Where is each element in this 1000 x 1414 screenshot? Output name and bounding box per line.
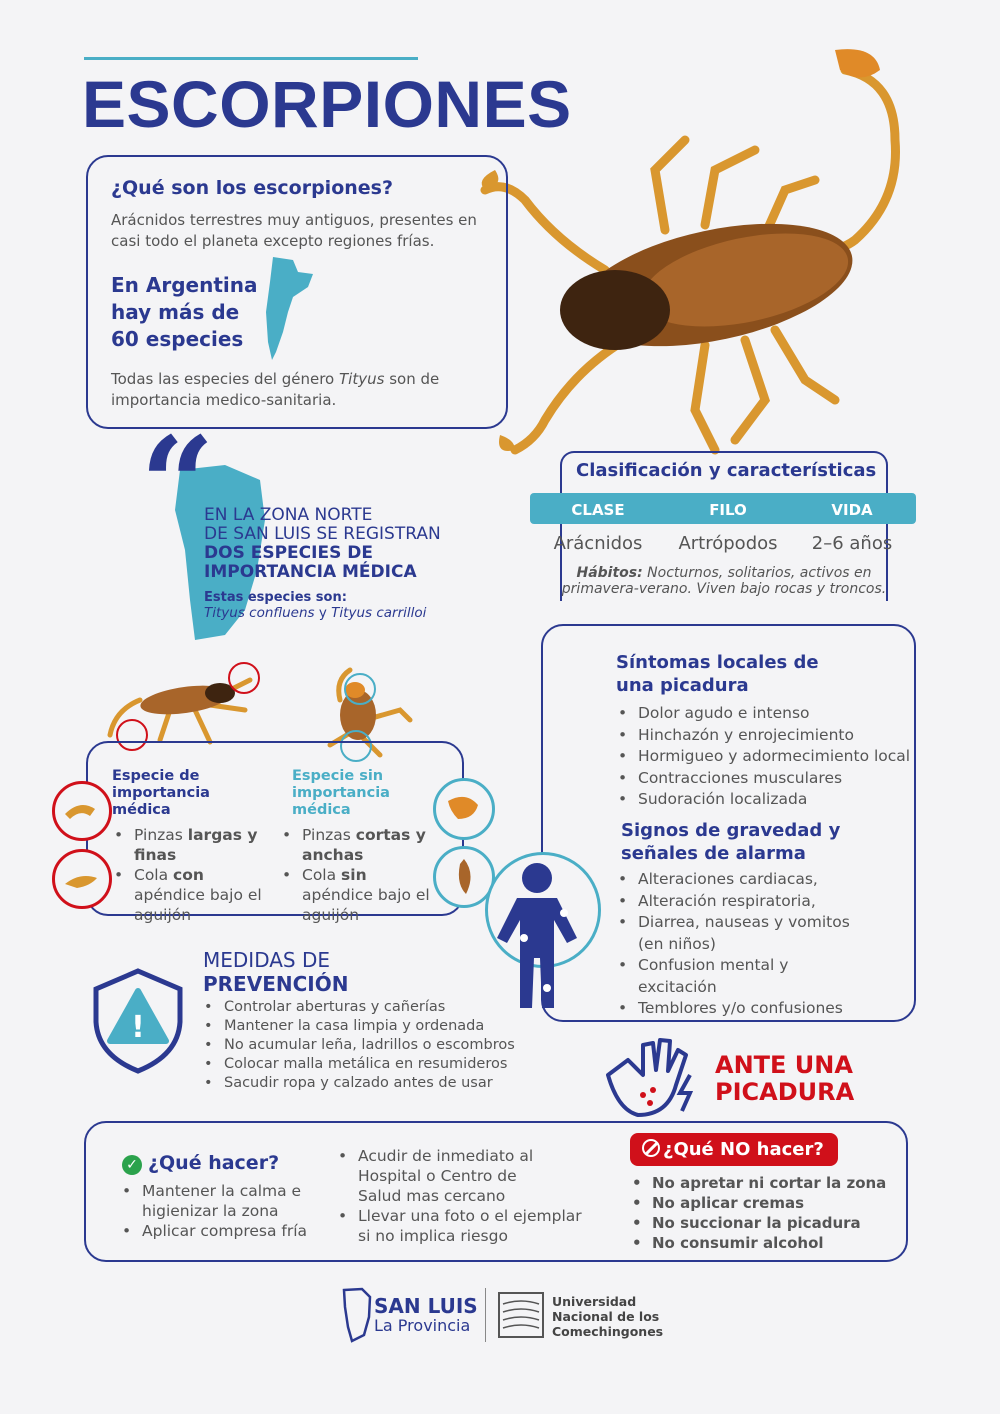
body-figure-icon <box>492 858 582 1013</box>
severity-heading: Signos de gravedad y señales de alarma <box>621 820 841 864</box>
non-medical-species-list <box>276 825 436 925</box>
list-item: • Alteraciones cardiacas, <box>612 869 872 891</box>
tail-icon <box>55 852 109 906</box>
quote-text: EN LA ZONA NORTE DE SAN LUIS SE REGISTRAN DOS ESPECIES DE IMPORTANCIA MÉDICA <box>204 505 441 582</box>
page-title: ESCORPIONES <box>82 67 572 141</box>
list-item: • Pinzas cortas y anchas <box>276 825 436 865</box>
list-item: • Cola con apéndice bajo el aguijón <box>108 865 278 925</box>
scorpion-illustration <box>455 40 975 460</box>
list-item: • Contracciones musculares <box>612 768 912 790</box>
shield-warning-icon <box>90 967 186 1075</box>
list-item: • Confusion mental y excitación <box>612 955 872 998</box>
list-item: • No acumular leña, ladrillos o escombros <box>198 1036 518 1055</box>
list-item: • No succionar la picadura <box>626 1213 896 1233</box>
vida-value: 2–6 años <box>811 533 893 554</box>
claw-ring-non-medical <box>433 778 495 840</box>
medical-ring-1 <box>228 662 260 694</box>
dont-badge: ¿Qué NO hacer? <box>630 1133 838 1166</box>
list-item: • No aplicar cremas <box>626 1193 896 1213</box>
argentina-map-icon <box>258 252 318 362</box>
non-medical-ring-1 <box>344 673 376 705</box>
san-luis-logo-icon <box>340 1287 374 1343</box>
forbidden-icon <box>642 1139 660 1157</box>
habits-text: Hábitos: Nocturnos, solitarios, activos en primavera-verano. Viven bajo rocas y troncos. <box>561 565 887 597</box>
list-item: • Cola sin apéndice bajo el aguijón <box>276 865 436 925</box>
list-item: • Sudoración localizada <box>612 789 912 811</box>
list-item: • Mantener la calma e higienizar la zona <box>116 1181 316 1221</box>
medical-species-list <box>108 825 278 925</box>
tail-ring-medical <box>52 849 112 909</box>
class-value: Arácnidos <box>553 533 643 554</box>
list-item: • Diarrea, nauseas y vomitos (en niños) <box>612 912 858 955</box>
claw-icon <box>436 781 492 837</box>
classification-heading: Clasificación y características <box>576 460 877 481</box>
university-logo-icon <box>498 1292 544 1338</box>
severity-list <box>612 869 872 1020</box>
list-item: • Aplicar compresa fría <box>116 1221 316 1241</box>
list-item: • Controlar aberturas y cañerías <box>198 998 518 1017</box>
what-are-text: Arácnidos terrestres muy antiguos, presentes en casi todo el planeta excepto regiones frías. <box>111 211 477 250</box>
medical-species-heading: Especie de importancia médica <box>112 768 210 818</box>
list-item: • Colocar malla metálica en resumideros <box>198 1055 518 1074</box>
prevention-list <box>198 998 518 1093</box>
tail-icon <box>436 849 492 905</box>
non-medical-species-heading: Especie sin importancia médica <box>292 768 390 818</box>
warning-mark: ! <box>131 1010 145 1045</box>
do-list-2 <box>332 1146 582 1246</box>
logo-divider <box>485 1288 486 1342</box>
title-rule <box>84 57 418 60</box>
list-item: • Alteración respiratoria, <box>612 891 872 913</box>
quote-species: Tityus confluens y Tityus carrilloi <box>204 605 427 621</box>
do-heading: ¿Qué hacer? <box>148 1152 280 1174</box>
san-luis-logo-text: SAN LUIS La Provincia <box>374 1294 478 1335</box>
filo-header: FILO <box>709 501 747 519</box>
tityus-note: Todas las especies del género Tityus son de importancia medico-sanitaria. <box>111 370 440 409</box>
list-item: • Sacudir ropa y calzado antes de usar <box>198 1074 518 1093</box>
quote-species-label: Estas especies son: <box>204 590 347 605</box>
claw-icon <box>55 784 109 838</box>
dont-list <box>626 1173 896 1253</box>
class-header: CLASE <box>571 501 625 519</box>
list-item: • Llevar una foto o el ejemplar si no implica riesgo <box>332 1206 582 1246</box>
list-item: • No apretar ni cortar la zona <box>626 1173 896 1193</box>
argentina-species-count: En Argentina hay más de 60 especies <box>111 273 258 351</box>
list-item: • Dolor agudo e intenso <box>612 703 912 725</box>
quote-mark: “ <box>140 408 215 561</box>
claw-ring-medical <box>52 781 112 841</box>
stung-hand-icon <box>598 1035 708 1125</box>
list-item: • Hinchazón y enrojecimiento <box>612 725 912 747</box>
list-item: • Pinzas largas y finas <box>108 825 278 865</box>
sting-title: ANTE UNA PICADURA <box>715 1051 855 1106</box>
what-are-heading: ¿Qué son los escorpiones? <box>111 177 393 199</box>
local-symptoms-heading: Síntomas locales de una picadura <box>616 652 819 696</box>
list-item: • Acudir de inmediato al Hospital o Centro de Salud mas cercano <box>332 1146 563 1206</box>
filo-value: Artrópodos <box>678 533 778 554</box>
check-icon: ✓ <box>122 1155 142 1175</box>
do-list-1 <box>116 1181 316 1241</box>
list-item: • Hormigueo y adormecimiento local <box>612 746 912 768</box>
list-item: • Mantener la casa limpia y ordenada <box>198 1017 518 1036</box>
list-item: • Temblores y/o confusiones <box>612 998 872 1020</box>
university-logo-text: Universidad Nacional de los Comechingones <box>552 1294 664 1339</box>
list-item: • No consumir alcohol <box>626 1233 896 1253</box>
local-symptoms-list <box>612 703 912 811</box>
vida-header: VIDA <box>831 501 873 519</box>
what-are-box <box>86 155 508 429</box>
prevention-title: MEDIDAS DE PREVENCIÓN <box>203 948 349 996</box>
